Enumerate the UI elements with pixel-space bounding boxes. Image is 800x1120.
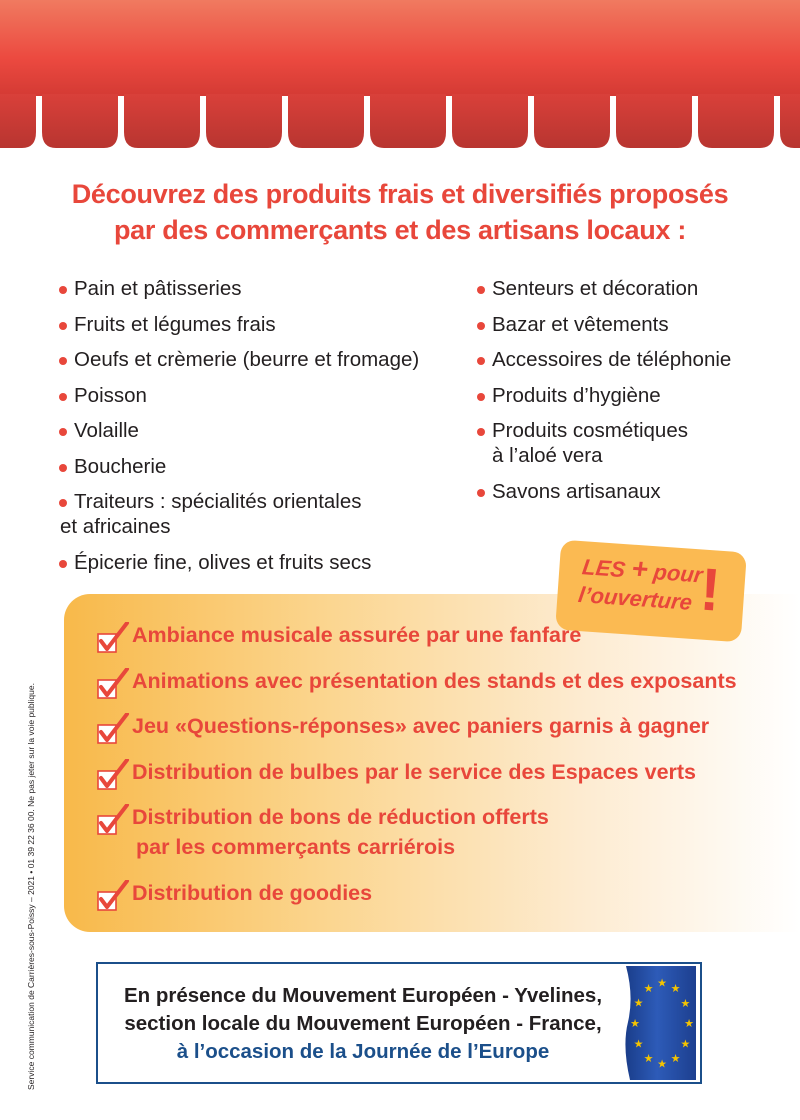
- perk-label-cont: par les commerçants carriérois: [136, 835, 456, 859]
- awning-scallop: [616, 94, 692, 148]
- flag-star: ★: [643, 982, 654, 995]
- list-item-label: Traiteurs : spécialités orientales: [74, 490, 362, 513]
- europe-line-3: à l’occasion de la Journée de l’Europe: [176, 1040, 550, 1063]
- list-item-label: Volaille: [74, 419, 139, 442]
- awning-scallop: [206, 94, 282, 148]
- awning-scallop: [0, 94, 36, 148]
- check-box-icon: [96, 622, 130, 654]
- awning-scallop: [288, 94, 364, 148]
- check-box-icon: [96, 804, 130, 836]
- list-item: [58, 312, 468, 337]
- list-item: [58, 383, 468, 408]
- list-item-label: Épicerie fine, olives et fruits secs: [74, 550, 372, 574]
- list-item: [476, 347, 796, 372]
- badge-exclamation: !: [697, 555, 723, 624]
- flag-star: ★: [680, 997, 691, 1010]
- list-item-label: Oeufs et crèmerie (beurre et fromage): [74, 348, 420, 371]
- awning-banner: [0, 0, 800, 150]
- list-item-label: Boucherie: [74, 454, 167, 478]
- perks-list: [96, 620, 796, 923]
- flag-star: ★: [643, 1053, 654, 1066]
- perk-label: Distribution de bulbes par le service des Espaces verts: [132, 759, 697, 784]
- check-box-icon: [96, 713, 130, 745]
- list-item: [96, 620, 796, 650]
- check-box-icon: [96, 668, 130, 700]
- badge-les: LES: [580, 554, 627, 583]
- list-item: [96, 757, 796, 787]
- flag-star: ★: [657, 977, 667, 990]
- europe-box: [96, 962, 702, 1084]
- badge-text: [577, 551, 705, 617]
- list-item: [58, 489, 468, 539]
- list-item: [58, 418, 468, 443]
- list-item: [476, 418, 796, 468]
- list-item-label: Produits cosmétiques: [492, 419, 688, 442]
- list-item-label: Accessoires de téléphonie: [492, 348, 732, 371]
- badge-pour: pour: [651, 559, 705, 588]
- list-item-label: Pain et pâtisseries: [74, 277, 242, 300]
- list-item: [96, 878, 796, 908]
- eu-flag-icon: [620, 966, 696, 1080]
- products-list-right: [476, 276, 796, 514]
- check-box-icon: [96, 759, 130, 791]
- flag-star: ★: [670, 982, 681, 995]
- flag-star: ★: [684, 1018, 694, 1030]
- list-item: [96, 711, 796, 741]
- awning-scallop: [42, 94, 118, 148]
- perk-label: Distribution de goodies: [132, 880, 373, 905]
- list-item-label-cont: à l’aloé vera: [492, 444, 603, 467]
- flag-star: ★: [670, 1053, 681, 1066]
- products-list-left: [58, 276, 468, 585]
- list-item: [96, 802, 796, 862]
- headline-line-2: par des commerçants et des artisans locaux :: [113, 215, 687, 245]
- check-box-icon: [96, 880, 130, 912]
- list-item: [58, 276, 468, 301]
- list-item-label: Produits d’hygiène: [492, 383, 661, 407]
- awning-scallop: [124, 94, 200, 148]
- list-item: [476, 276, 796, 301]
- list-item: [58, 347, 468, 372]
- awning-scallop: [534, 94, 610, 148]
- flag-star: ★: [657, 1058, 667, 1071]
- badge-ouverture: l’ouverture: [576, 582, 694, 615]
- awning-scallop: [370, 94, 446, 148]
- headline: [0, 176, 800, 248]
- perk-label: Ambiance musicale assurée par une fanfare: [132, 623, 582, 647]
- list-item-label: Savons artisanaux: [492, 479, 661, 503]
- perk-label: Jeu «Questions-réponses» avec paniers garnis à gagner: [132, 714, 710, 738]
- list-item-label: Bazar et vêtements: [492, 312, 669, 336]
- awning-scallop: [698, 94, 774, 148]
- europe-text: [98, 982, 628, 1066]
- badge-plus: +: [629, 552, 651, 585]
- flag-star: ★: [633, 1038, 644, 1051]
- perk-label: Distribution de bons de réduction offerts: [132, 805, 549, 829]
- list-item-label: Fruits et légumes frais: [74, 312, 276, 336]
- list-item-label: Poisson: [74, 383, 147, 407]
- list-item-label-cont: et africaines: [60, 515, 171, 538]
- legal-sidenote: Service communication de Carrières-sous-Poissy – 2021 • 01 39 22 36 00. Ne pas jeter sur la voie publique.: [26, 683, 36, 1090]
- list-item: [476, 383, 796, 408]
- awning-scallop: [780, 94, 800, 148]
- flag-star: ★: [633, 997, 644, 1010]
- awning-scallop: [452, 94, 528, 148]
- europe-line-1: En présence du Mouvement Européen - Yvelines,: [123, 984, 603, 1007]
- europe-line-2: section locale du Mouvement Européen - France,: [124, 1012, 602, 1035]
- list-item: [58, 454, 468, 479]
- list-item-label: Senteurs et décoration: [492, 277, 699, 300]
- headline-line-1: Découvrez des produits frais et diversifiés proposés: [71, 179, 729, 209]
- list-item: [96, 666, 796, 696]
- perk-label: Animations avec présentation des stands et des exposants: [132, 668, 737, 693]
- list-item: [476, 479, 796, 504]
- flag-star: ★: [630, 1018, 640, 1030]
- list-item: [58, 550, 468, 575]
- flag-star: ★: [680, 1038, 691, 1051]
- list-item: [476, 312, 796, 337]
